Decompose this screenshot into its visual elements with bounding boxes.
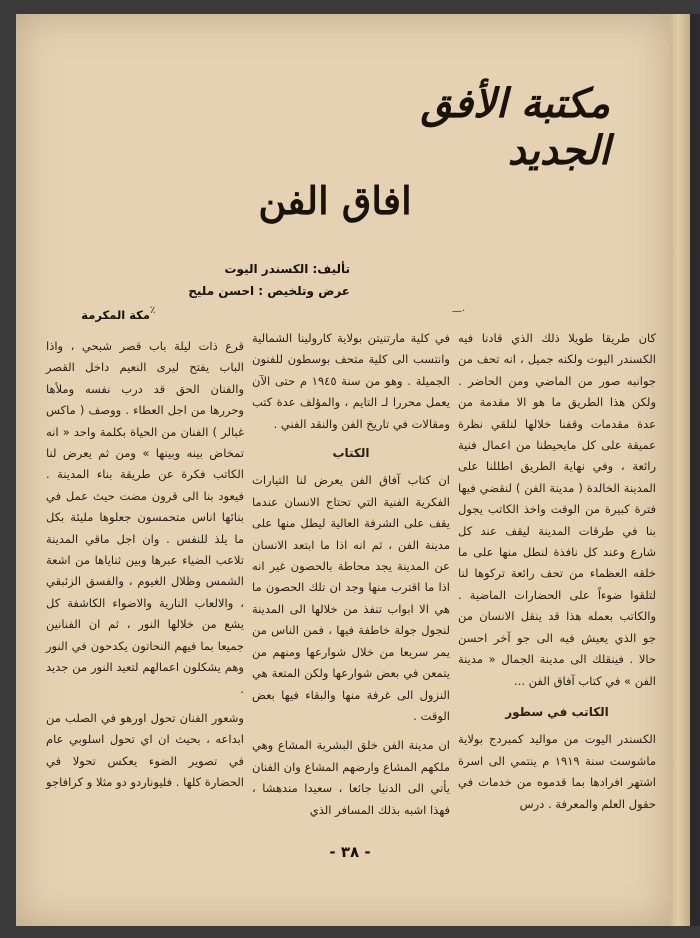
page-number: - ٣٨ - xyxy=(329,843,371,861)
intro-paragraph: كان طريقا طويلا ذلك الذي قادنا فيه الكسندر اليوت ولكنه جميل ، انه تحف من جوانبه صور من الماضي ومن الحاضر . ولكن هذا الطريق ما هو الا مقدمة من عدة مقدمات وقفنا خلالها لنلقي نظرة عميقة على كل مايحيطنا من اعمال فنية رائعة ، وفي نهاية الطريق اطللنا على المدينة الخالدة ( مدينة الفن ) لنقضي فيها فترة كبيرة من الوقت واخذ الكاتب يجول بنا في طرقات المدينة ليقف عند كل شارع وعند كل نافذة لنطل منها على ما خلقه العظماء من تحف رائعة تركوها لنا لتلقوا ضوءاً على الحضارات الماضية . والكاتب بعمله هذا قد ينقل الانسان من جو الذي يعيش فيه الى جو آخر احسن حالا . فينقلك الى مدينة الجمال « مدينة الفن » في كتاب آفاق الفن ... xyxy=(458,331,656,688)
place-label: مكة المكرمة xyxy=(81,308,150,322)
masthead-title: مكتبة الأفق الجديد xyxy=(420,80,610,174)
left-paragraph-2: وشعور الفنان تحول اورهو في الصلب من ابداعه ، بحيث ان اي تحول اسلوبي عام في تصوير الضوء يعكس تحولا في الحضارة كلها . فليوناردو دو مثلا و كرافاجو xyxy=(46,710,244,790)
book-title: افاق الفن xyxy=(258,178,412,223)
book-paragraph: ان كتاب آفاق الفن يعرض لنا التيارات الفكرية الفنية التي تحتاج الانسان عندما يقف على الشرفة العالية ليطل منها على مدينة الفن ، ثم انه اذا ما ابتعد الانسان عن المدينة يجد محاطة بالحصون غير انه اذا ما اقترب منها وجد ان تلك الحصون ما هي الا ابواب تنفذ من خلالها الى المدينة لنجول جولة خاطفة فيها ، فمن الناس من يمر سريعا من خلال شوارعها ومنهم من يتمعن في بعض شوارعها ولكن المتعة هي النزول الى غرفة منها والبقاء فيها بعض الوقت . xyxy=(252,473,450,723)
column-right xyxy=(458,328,656,823)
page-shadow xyxy=(690,14,700,926)
author-line: تأليف: الكسندر اليوت xyxy=(224,262,350,276)
page-edge xyxy=(670,14,690,926)
reviewer-line: عرض وتلخيص : احسن مليح xyxy=(188,284,350,298)
ornament-dash: —· xyxy=(452,306,466,317)
column-left xyxy=(46,336,244,802)
column-middle xyxy=(252,328,450,829)
author-bio-paragraph: في كلية مارتنيتن بولاية كارولينا الشمالية وانتسب الى كلية متحف بوسطون للفنون الجميلة . وهو من سنة ١٩٤٥ م حتى الآن يعمل محررا لـ التايم ، والمؤلف عدة كتب ومقالات في تاريخ الفن والنقد الفني . xyxy=(252,331,450,431)
ornament-mark: ٪ xyxy=(150,305,156,316)
author-paragraph: الكسندر اليوت من مواليد كمبردج بولاية ماشوست سنة ١٩١٩ م ينتمي الى اسرة اشتهر افرادها بما قدموه من خدمات في حقول العلم والمعرفة . درس xyxy=(458,732,656,811)
book-heading: الكتاب xyxy=(332,446,370,461)
author-heading: الكاتب في سطور xyxy=(505,704,609,719)
closing-paragraph: ان مدينة الفن خلق البشرية المشاع وهي ملكهم المشاع وارضهم المشاع وان الفنان يأتي الى الدنيا جائعا ، سعيدا مندهشا ، فهذا اشبه بذلك المسافر الذي xyxy=(252,738,450,817)
credits-block xyxy=(140,258,350,302)
left-paragraph-1: قرع ذات ليلة باب قصر شبحي ، واذا الباب يفتح ليرى النعيم داخل القصر والفنان الحق قد درب نفسه وملأها وحررها من اجل العطاء . ووصف ( ماكس غبالر ) الفنان من الحياة بكلمة واحد « انه تمخاض بينه وبينها » ومن ثم يعرض لنا الكاتب فكرة عن طريقة بناء المدينة . فيعود بنا الى قرون مضت حيث عمل في بنائها اناس متحمسون جعلوها مليئة بكل ما يلذ للنفس . وان اجل ماقي المدينة تلاعب الضياء عبرها وبين ثناياها من اشعة الشمس وظلال الغيوم ، والفسق الزئبقي ، والالعاب النارية والاضواء الكاشفة كل يشع من خلالها النور ، ثم ان الفنانين جميعا بما فيهم النحاتون يكدحون في النور وهم يشكلون اعمالهم لتعيد النور من جديد . xyxy=(46,339,244,696)
